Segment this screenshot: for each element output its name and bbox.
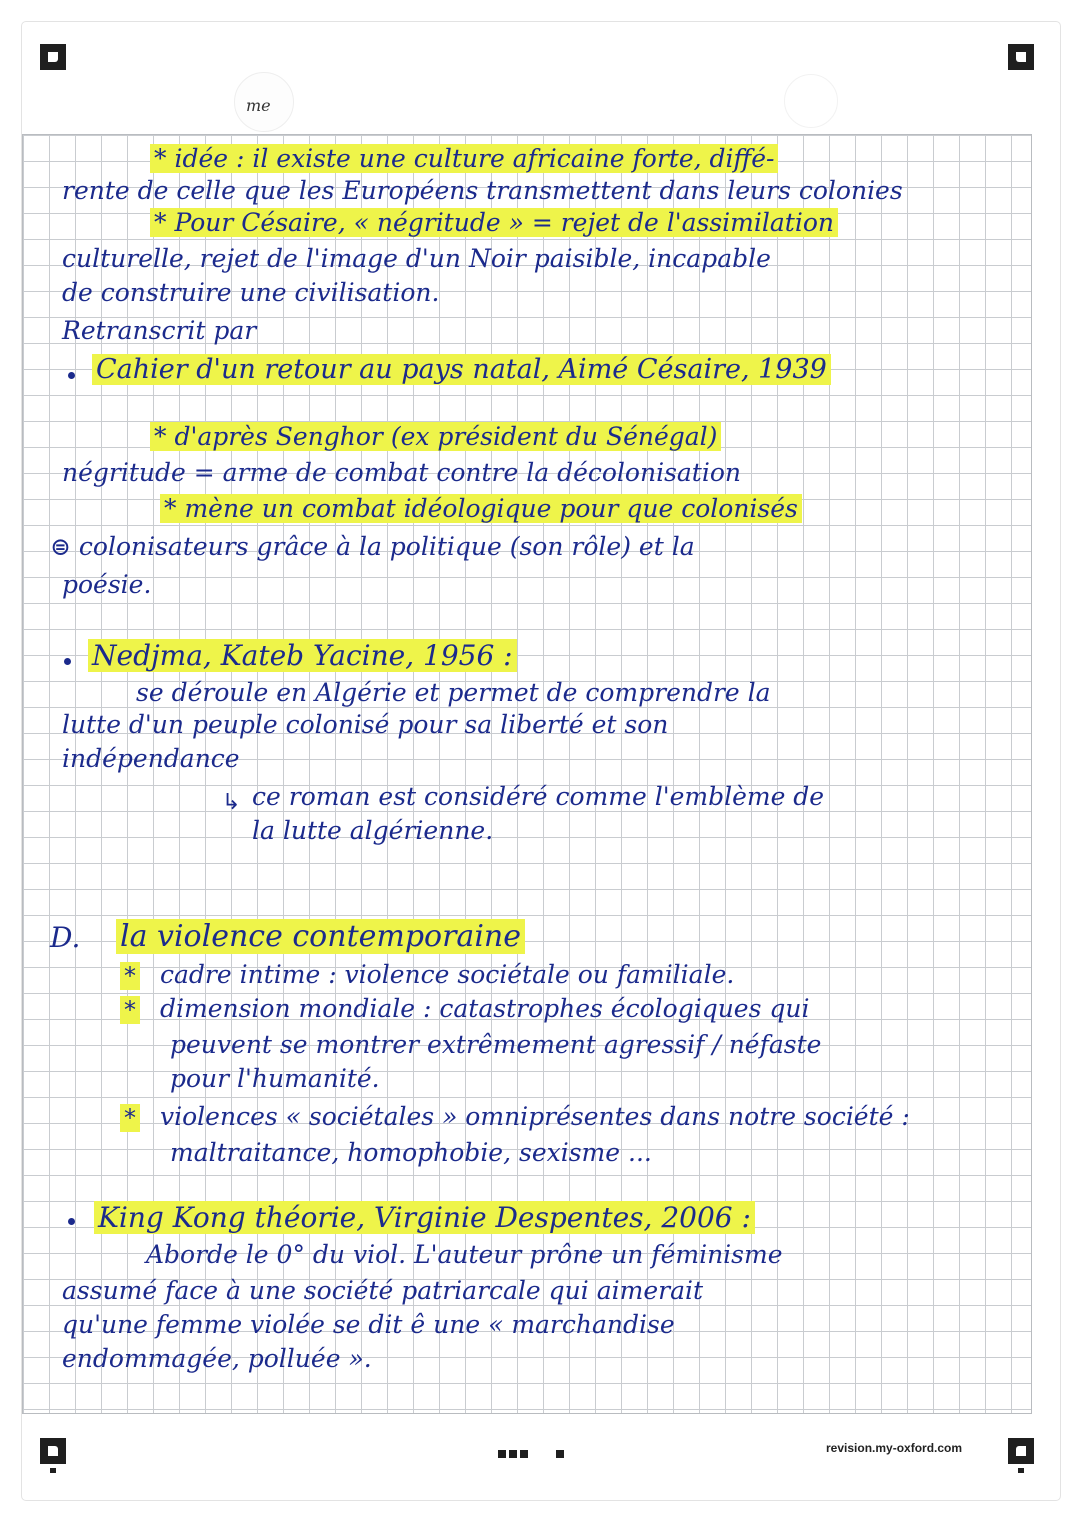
note-line: Retranscrit par [62, 316, 257, 345]
corner-marker-bottom-right [1008, 1438, 1034, 1464]
note-line: * mène un combat idéologique pour que colonisés [160, 496, 802, 521]
note-line: qu'une femme violée se dit ê une « marchandise [62, 1310, 675, 1339]
footer-marks [498, 1443, 567, 1451]
punch-hole [784, 74, 838, 128]
star-bullet: * [120, 1104, 140, 1132]
corner-marker-top-right [1008, 44, 1034, 70]
arrow-icon: ↳ [222, 790, 241, 815]
note-line: endommagée, polluée ». [62, 1344, 372, 1373]
section-title: la violence contemporaine [116, 922, 525, 952]
note-line: peuvent se montrer extrêmement agressif / néfaste [170, 1030, 822, 1059]
bullet-dot [64, 658, 71, 665]
corner-tick [50, 1468, 56, 1473]
star-bullet: * [120, 962, 140, 990]
note-line: négritude = arme de combat contre la décolonisation [62, 458, 742, 487]
note-line: culturelle, rejet de l'image d'un Noir paisible, incapable [62, 244, 771, 273]
note-line: * Pour Césaire, « négritude » = rejet de l'assimilation [150, 210, 838, 235]
corner-tick [1018, 1468, 1024, 1473]
note-line: assumé face à une société patriarcale qui aimerait [62, 1276, 704, 1305]
note-line: se déroule en Algérie et permet de comprendre la [136, 678, 771, 707]
note-line: violences « sociétales » omniprésentes dans notre société : [160, 1102, 910, 1131]
footer-brand: revision.my-oxford.com [826, 1441, 963, 1455]
page-mark: me [246, 96, 271, 115]
bullet-dot [68, 372, 75, 379]
bullet-dot [68, 1218, 75, 1225]
note-line: ce roman est considéré comme l'emblème de [252, 782, 825, 811]
note-line: pour l'humanité. [170, 1064, 380, 1093]
note-line: ⊜ colonisateurs grâce à la politique (son rôle) et la [50, 532, 695, 561]
work-title-cahier: Cahier d'un retour au pays natal, Aimé Césaire, 1939 [92, 356, 831, 383]
note-line: lutte d'un peuple colonisé pour sa liberté et son [62, 710, 669, 739]
note-line: la lutte algérienne. [252, 816, 494, 845]
star-bullet: * [120, 996, 140, 1024]
corner-marker-top-left [40, 44, 66, 70]
note-line: poésie. [62, 570, 152, 599]
work-title-kingkong: King Kong théorie, Virginie Despentes, 2006 : [94, 1204, 755, 1232]
note-line: de construire une civilisation. [62, 278, 440, 307]
note-line: * d'après Senghor (ex président du Sénégal) [150, 424, 721, 449]
corner-marker-bottom-left [40, 1438, 66, 1464]
note-line: maltraitance, homophobie, sexisme ... [170, 1138, 652, 1167]
note-line: rente de celle que les Européens transmettent dans leurs colonies [62, 176, 903, 205]
section-letter: D. [50, 921, 81, 954]
note-line: cadre intime : violence sociétale ou familiale. [160, 960, 735, 989]
note-line: * idée : il existe une culture africaine forte, diffé- [150, 146, 778, 171]
note-line: indépendance [62, 744, 240, 773]
note-line: Aborde le 0° du viol. L'auteur prône un féminisme [146, 1240, 783, 1269]
note-line: dimension mondiale : catastrophes écologiques qui [160, 994, 810, 1023]
work-title-nedjma: Nedjma, Kateb Yacine, 1956 : [88, 642, 517, 670]
